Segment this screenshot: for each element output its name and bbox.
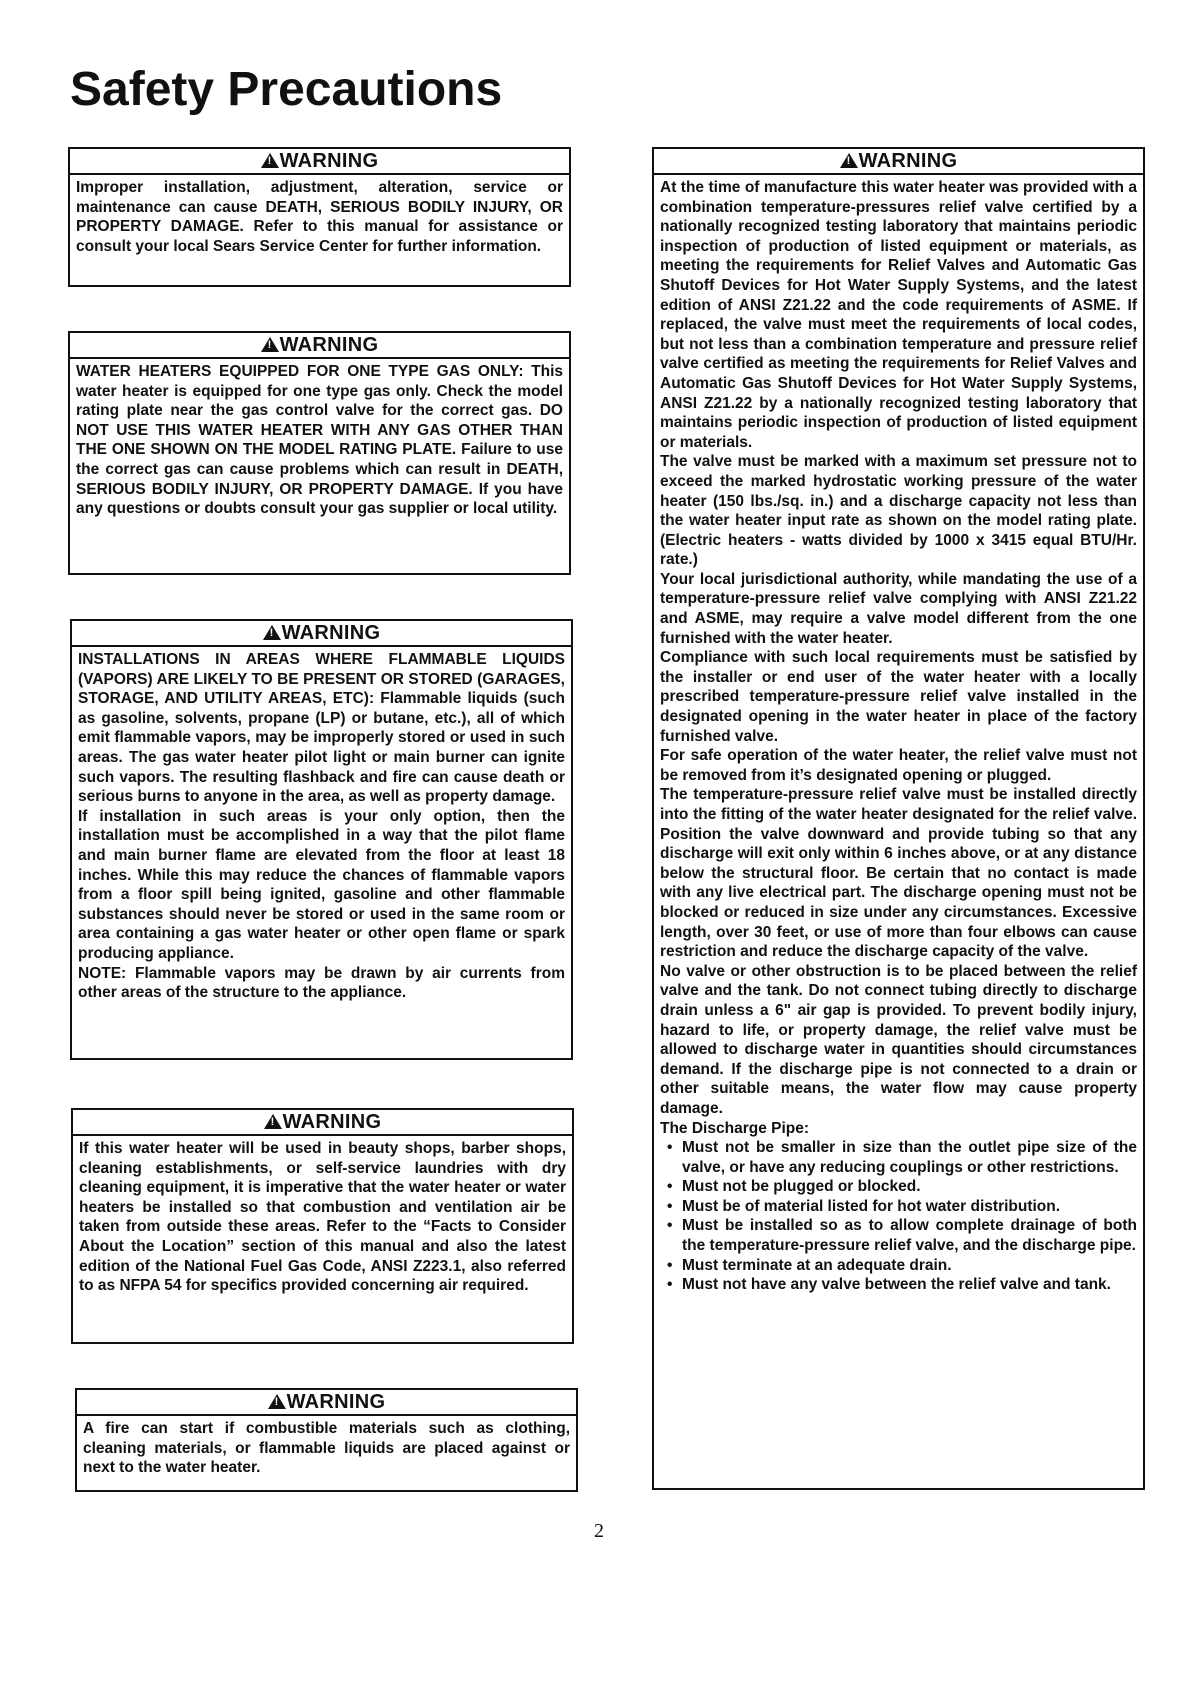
list-item: • Must be installed so as to allow complete drainage of both the temperature-pressure relief valve, and the discharge pipe.: [660, 1216, 1137, 1255]
warning-text: The temperature-pressure relief valve must be installed directly into the fitting of the water heater designated for the relief valve. Position the valve downward and provide tubing so that any discharge will exit only within 6 inches above, or at any distance below the structural floor. Be certain that no contact is made with any live electrical part. The discharge opening must not be blocked or reduced in size under any circumstances. Excessive length, over 30 feet, or use of more than four elbows can cause restriction and reduce the discharge capacity of the valve.: [660, 786, 1137, 961]
warning-text: The valve must be marked with a maximum set pressure not to exceed the marked hydrostatic working pressure of the water heater (150 lbs./sq. in.) and a discharge capacity not less than the water heater input rate as shown on the model rating plate. (Electric heaters - watts divided by 1000 x 3415 equal BTU/Hr. rate.): [660, 453, 1137, 569]
warning-body: [77, 1416, 576, 1482]
warning-header: [70, 149, 569, 175]
warning-header-label: WARNING: [279, 150, 379, 172]
warning-text: INSTALLATIONS IN AREAS WHERE FLAMMABLE LIQUIDS (VAPORS) ARE LIKELY TO BE PRESENT OR STORED (GARAGES, STORAGE, AND UTILITY AREAS, ETC): Flammable liquids (such as gasoline, solvents, propane (LP) or butane, etc.), all of which emit flammable vapors, may be improperly stored or used in such areas. The gas water heater pilot light or main burner can ignite such vapors. The resulting flashback and fire can cause death or serious burns to anyone in the area, as well as property damage.: [78, 651, 565, 806]
warning-triangle-icon: [261, 337, 279, 352]
warning-header: [654, 149, 1143, 175]
list-item: • Must not be smaller in size than the outlet pipe size of the valve, or have any reducing couplings or other restrictions.: [660, 1138, 1137, 1177]
warning-text: Compliance with such local requirements must be satisfied by the installer or end user of the water heater with a locally prescribed temperature-pressure relief valve installed in the designated opening in the water heater in place of the factory furnished valve.: [660, 649, 1137, 745]
warning-body: [72, 647, 571, 1007]
warning-box-gas-type: [68, 331, 571, 575]
page-number: 2: [594, 1520, 604, 1542]
warning-header-label: WARNING: [858, 150, 958, 172]
warning-box-relief-valve: [652, 147, 1145, 1490]
warning-header: [77, 1390, 576, 1416]
warning-text: At the time of manufacture this water heater was provided with a combination temperature-pressures relief valve certified by a nationally recognized testing laboratory that maintains periodic inspection of production of listed equipment or materials, as meeting the requirements for Relief Valves and Automatic Gas Shutoff Devices for Hot Water Supply Systems, and the latest edition of ANSI Z21.22 and the code requirements of ASME. If replaced, the valve must meet the requirements of local codes, but not less than a combination temperature and pressure relief valve certified as meeting the requirements for Relief Valves and Automatic Gas Shutoff Devices for Hot Water Supply Systems, ANSI Z21.22 by a nationally recognized testing laboratory that maintains periodic inspection of production of listed equipment or materials.: [660, 179, 1137, 451]
warning-text: Improper installation, adjustment, alteration, service or maintenance can cause DEATH, SERIOUS BODILY INJURY, OR PROPERTY DAMAGE. Refer to this manual for assistance or consult your local Sears Service Center for further information.: [76, 179, 563, 255]
warning-body: [70, 175, 569, 260]
warning-text: For safe operation of the water heater, the relief valve must not be removed from it’s designated opening or plugged.: [660, 747, 1137, 784]
warning-header-label: WARNING: [286, 1391, 386, 1413]
list-item: • Must not be plugged or blocked.: [660, 1177, 1137, 1197]
warning-body: [654, 175, 1143, 1299]
warning-triangle-icon: [263, 625, 281, 640]
list-item: • Must not have any valve between the relief valve and tank.: [660, 1275, 1137, 1295]
list-item: • Must be of material listed for hot water distribution.: [660, 1197, 1137, 1217]
warning-box-fire: [75, 1388, 578, 1492]
warning-text: WATER HEATERS EQUIPPED FOR ONE TYPE GAS ONLY: This water heater is equipped for one type gas only. Check the model rating plate near the gas control valve for the correct gas. DO NOT USE THIS WATER HEATER WITH ANY GAS OTHER THAN THE ONE SHOWN ON THE MODEL RATING PLATE. Failure to use the correct gas can cause problems which can result in DEATH, SERIOUS BODILY INJURY, OR PROPERTY DAMAGE. If you have any questions or doubts consult your gas supplier or local utility.: [76, 363, 563, 518]
warning-header-label: WARNING: [282, 1111, 382, 1133]
warning-box-service: [68, 147, 571, 287]
warning-text: NOTE: Flammable vapors may be drawn by air currents from other areas of the structure to the appliance.: [78, 964, 565, 1002]
warning-triangle-icon: [261, 153, 279, 168]
warning-text: If installation in such areas is your only option, then the installation must be accomplished in a way that the pilot flame and main burner flame are elevated from the floor at least 18 inches. While this may reduce the chances of flammable vapors from a floor spill being ignited, gasoline and other flammable substances should never be stored or used in the same room or area containing a gas water heater or other open flame or spark producing appliance.: [78, 807, 565, 962]
warning-header-label: WARNING: [281, 622, 381, 644]
warning-text: Your local jurisdictional authority, while mandating the use of a temperature-pressure relief valve complying with ANSI Z21.22 and ASME, may require a valve model different from the one furnished with the water heater.: [660, 570, 1137, 647]
warning-header: [73, 1110, 572, 1136]
warning-body: [73, 1136, 572, 1300]
list-item: • Must terminate at an adequate drain.: [660, 1256, 1137, 1276]
warning-box-ventilation: [71, 1108, 574, 1344]
warning-text: A fire can start if combustible materials such as clothing, cleaning materials, or flammable liquids are placed against or next to the water heater.: [83, 1420, 570, 1477]
page-title: Safety Precautions: [70, 63, 503, 116]
discharge-pipe-list: [660, 1138, 1137, 1295]
warning-triangle-icon: [840, 153, 858, 168]
warning-triangle-icon: [264, 1114, 282, 1129]
discharge-pipe-heading: The Discharge Pipe:: [660, 1119, 810, 1137]
warning-box-flammable: [70, 619, 573, 1060]
warning-header-label: WARNING: [279, 334, 379, 356]
warning-text: If this water heater will be used in beauty shops, barber shops, cleaning establishments, or self-service laundries with dry cleaning equipment, it is imperative that the water heater or water heaters be installed so that combustion and ventilation air be taken from outside these areas. Refer to the “Facts to Consider About the Location” section of this manual and also the latest edition of the National Fuel Gas Code, ANSI Z223.1, also referred to as NFPA 54 for specifics provided concerning air required.: [79, 1140, 566, 1295]
warning-body: [70, 359, 569, 523]
warning-triangle-icon: [268, 1394, 286, 1409]
warning-header: [72, 621, 571, 647]
warning-text: No valve or other obstruction is to be placed between the relief valve and the tank. Do not connect tubing directly to discharge drain unless a 6" air gap is provided. To prevent bodily injury, hazard to life, or property damage, the relief valve must be allowed to discharge water in quantities should circumstances demand. If the discharge pipe is not connected to a drain or other suitable means, the water flow may cause property damage.: [660, 962, 1137, 1117]
warning-header: [70, 333, 569, 359]
